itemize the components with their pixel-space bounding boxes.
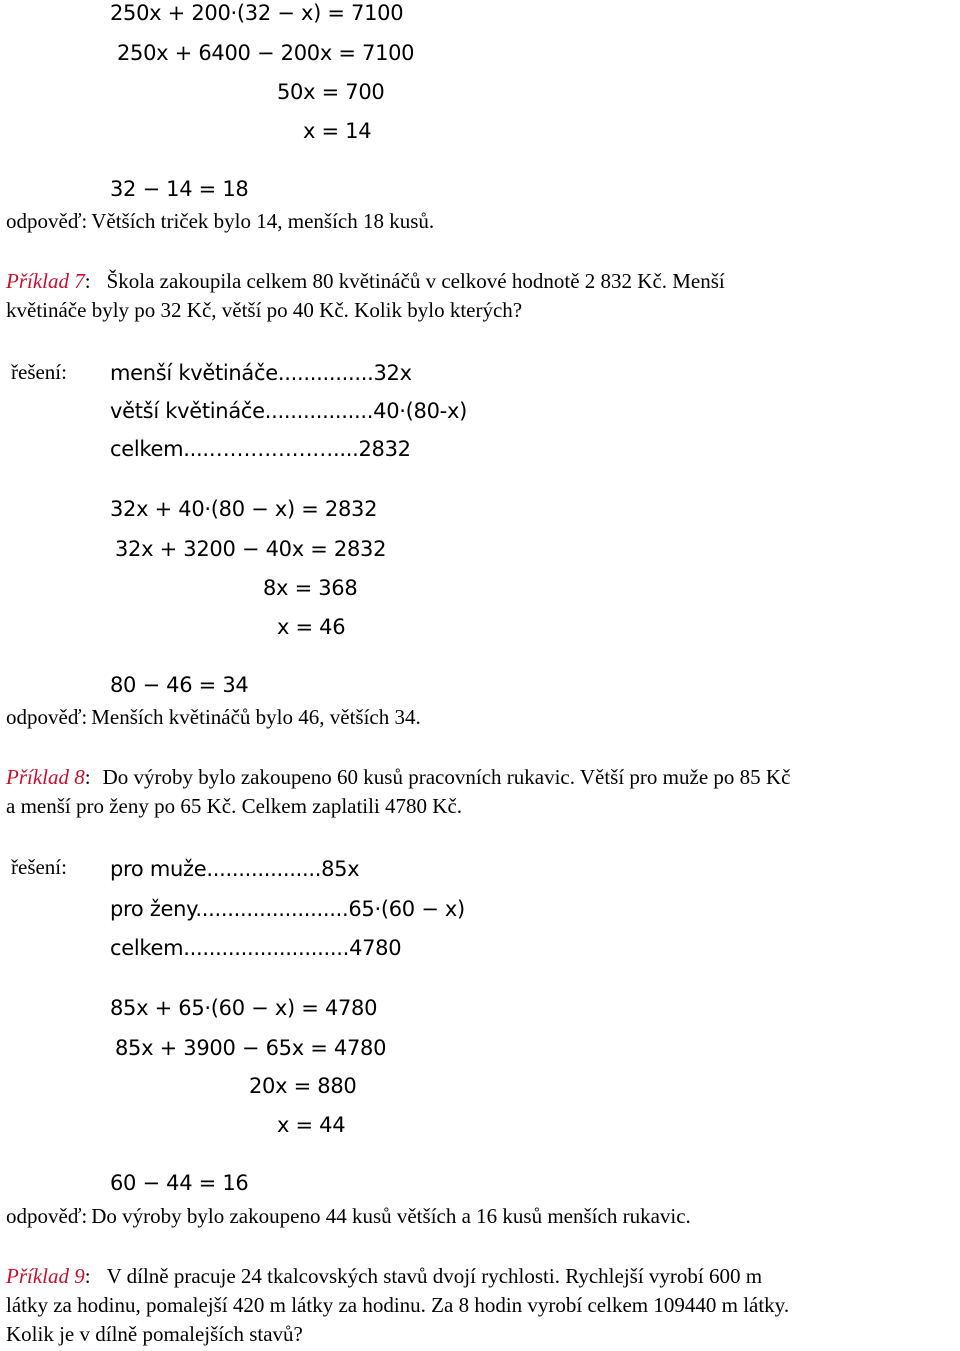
answer-text: Menších květináčů bylo 46, větších 34. — [91, 705, 421, 729]
equation-step-2: 85x + 3900 − 65x = 4780 — [115, 1036, 387, 1060]
example-7-colon: : — [84, 269, 91, 293]
row-name: celkem — [110, 936, 184, 960]
row-expr: 85x — [321, 857, 360, 881]
example-9-colon: : — [84, 1264, 91, 1288]
equation-step-3: 50x = 700 — [277, 80, 385, 104]
equation-step-3: 8x = 368 — [263, 576, 358, 600]
row-dots: .................. — [206, 857, 322, 881]
example-8-colon: : — [84, 765, 91, 789]
example-9-line-2: látky za hodinu, pomalejší 420 m látky za hodinu. Za 8 hodin vyrobí celkem 109440 m látky. — [6, 1293, 790, 1317]
example-8-line-1 — [6, 763, 790, 792]
row-dots: ............... — [277, 361, 374, 385]
row-expr: 40·(80-x) — [373, 399, 467, 423]
example-7-line-2: květináče byly po 32 Kč, větší po 40 Kč. Kolik bylo kterých? — [6, 298, 523, 322]
example-7-text-1: Škola zakoupila celkem 80 květináčů v celkové hodnotě 2 832 Kč. Menší — [106, 269, 725, 293]
row-dots: ........................ — [195, 897, 349, 921]
equation-step-1: 250x + 200·(32 − x) = 7100 — [110, 1, 404, 25]
row-name: větší květináče — [110, 399, 265, 423]
check-equation: 32 − 14 = 18 — [110, 177, 249, 201]
example-9-text-1: V dílně pracuje 24 tkalcovských stavů dvojí rychlosti. Rychlejší vyrobí 600 m — [106, 1264, 763, 1288]
row-expr: 65·(60 − x) — [348, 897, 465, 921]
table-row — [110, 398, 467, 424]
row-name: menší květináče — [110, 361, 278, 385]
table-row — [110, 436, 411, 462]
check-equation: 60 − 44 = 16 — [110, 1171, 249, 1195]
equation-step-4: x = 44 — [277, 1113, 346, 1137]
example-7-line-1 — [6, 267, 725, 296]
answer-text: Do výroby bylo zakoupeno 44 kusů větších a 16 kusů menších rukavic. — [91, 1204, 691, 1228]
row-name: pro ženy — [110, 897, 196, 921]
example-8-text-1: Do výroby bylo zakoupeno 60 kusů pracovních rukavic. Větší pro muže po 85 Kč — [102, 765, 791, 789]
row-dots: ................. — [264, 399, 374, 423]
row-name: celkem — [110, 437, 184, 461]
solution-label: řešení: — [11, 360, 67, 384]
answer-label: odpověď: — [6, 209, 88, 233]
equation-step-1: 32x + 40·(80 − x) = 2832 — [110, 497, 378, 521]
table-row — [110, 856, 359, 882]
table-row — [110, 896, 465, 922]
answer-line — [6, 703, 421, 732]
example-9-line-3: Kolik je v dílně pomalejších stavů? — [6, 1322, 303, 1346]
example-7-label: Příklad 7 — [6, 269, 85, 293]
equation-step-4: x = 14 — [303, 119, 372, 143]
table-row — [110, 360, 412, 386]
equation-step-2: 32x + 3200 − 40x = 2832 — [115, 537, 387, 561]
row-expr: 32x — [373, 361, 412, 385]
equation-step-2: 250x + 6400 − 200x = 7100 — [117, 41, 415, 65]
equation-step-3: 20x = 880 — [249, 1074, 357, 1098]
answer-label: odpověď: — [6, 1204, 88, 1228]
example-9-line-1 — [6, 1262, 762, 1291]
row-name: pro muže — [110, 857, 207, 881]
answer-text: Větších triček bylo 14, menších 18 kusů. — [91, 209, 435, 233]
row-expr: 4780 — [349, 936, 402, 960]
answer-line — [6, 1202, 691, 1231]
answer-line — [6, 207, 434, 236]
solution-label: řešení: — [11, 855, 67, 879]
row-expr: 2832 — [358, 437, 411, 461]
example-9-label: Příklad 9 — [6, 1264, 85, 1288]
check-equation: 80 − 46 = 34 — [110, 673, 249, 697]
example-8-label: Příklad 8 — [6, 765, 85, 789]
row-dots: .......................... — [183, 936, 350, 960]
row-dots: ....……………….... — [183, 437, 359, 461]
equation-step-1: 85x + 65·(60 − x) = 4780 — [110, 996, 378, 1020]
table-row — [110, 935, 401, 961]
example-8-line-2: a menší pro ženy po 65 Kč. Celkem zaplatili 4780 Kč. — [6, 794, 463, 818]
answer-label: odpověď: — [6, 705, 88, 729]
equation-step-4: x = 46 — [277, 615, 346, 639]
